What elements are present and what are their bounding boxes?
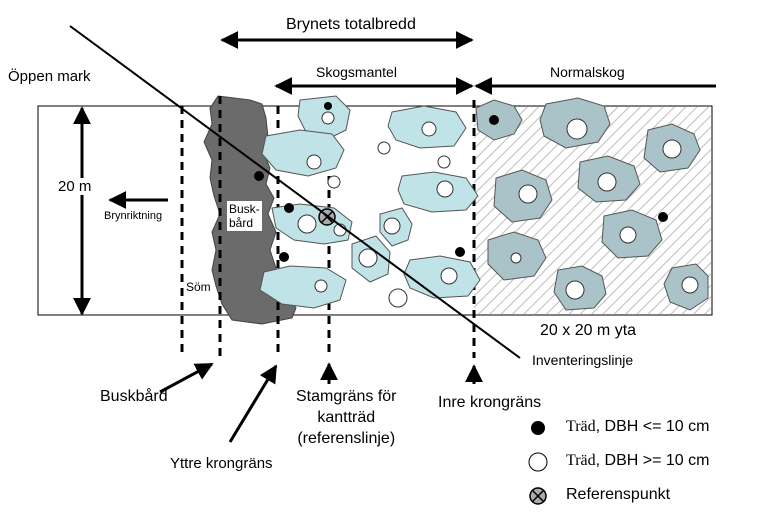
label-inventory-line: Inventeringslinje (532, 352, 634, 368)
label-stem-limit: Stamgräns för kantträd (referenslinje) (296, 388, 397, 447)
label-inner-crown-limit: Inre krongräns (438, 394, 542, 411)
legend-large-tree-symbol (529, 453, 547, 471)
label-open-land: Öppen mark (8, 68, 91, 85)
legend-small-tree-prefix: Träd (566, 418, 596, 435)
legend-small-tree-text: , DBH <= 10 cm (595, 418, 710, 435)
legend-reference-symbol (530, 488, 546, 504)
label-shrub-border: Buskbård (100, 388, 168, 405)
legend-small-tree (566, 418, 709, 436)
label-seam: Söm (186, 280, 211, 294)
label-plot: 20 x 20 m yta (540, 322, 637, 339)
legend-reference-text: Referenspunkt (566, 486, 671, 503)
label-forest-mantle: Skogsmantel (316, 64, 397, 80)
legend-large-tree-prefix: Träd (566, 452, 596, 469)
label-20m: 20 m (58, 178, 92, 195)
legend-reference (566, 486, 670, 504)
legend-large-tree-text: , DBH >= 10 cm (595, 452, 710, 469)
label-edge-direction: Brynriktning (104, 210, 163, 222)
legend-large-tree (566, 452, 709, 470)
legend-small-tree-symbol (531, 421, 545, 435)
label-normal-forest: Normalskog (550, 64, 625, 80)
label-outer-crown-limit: Yttre krongräns (170, 455, 273, 472)
label-total-width: Brynets totalbredd (286, 16, 416, 33)
label-shrub-border-inner: Busk- bård (229, 202, 260, 230)
outer-crown-pointer (230, 366, 276, 442)
